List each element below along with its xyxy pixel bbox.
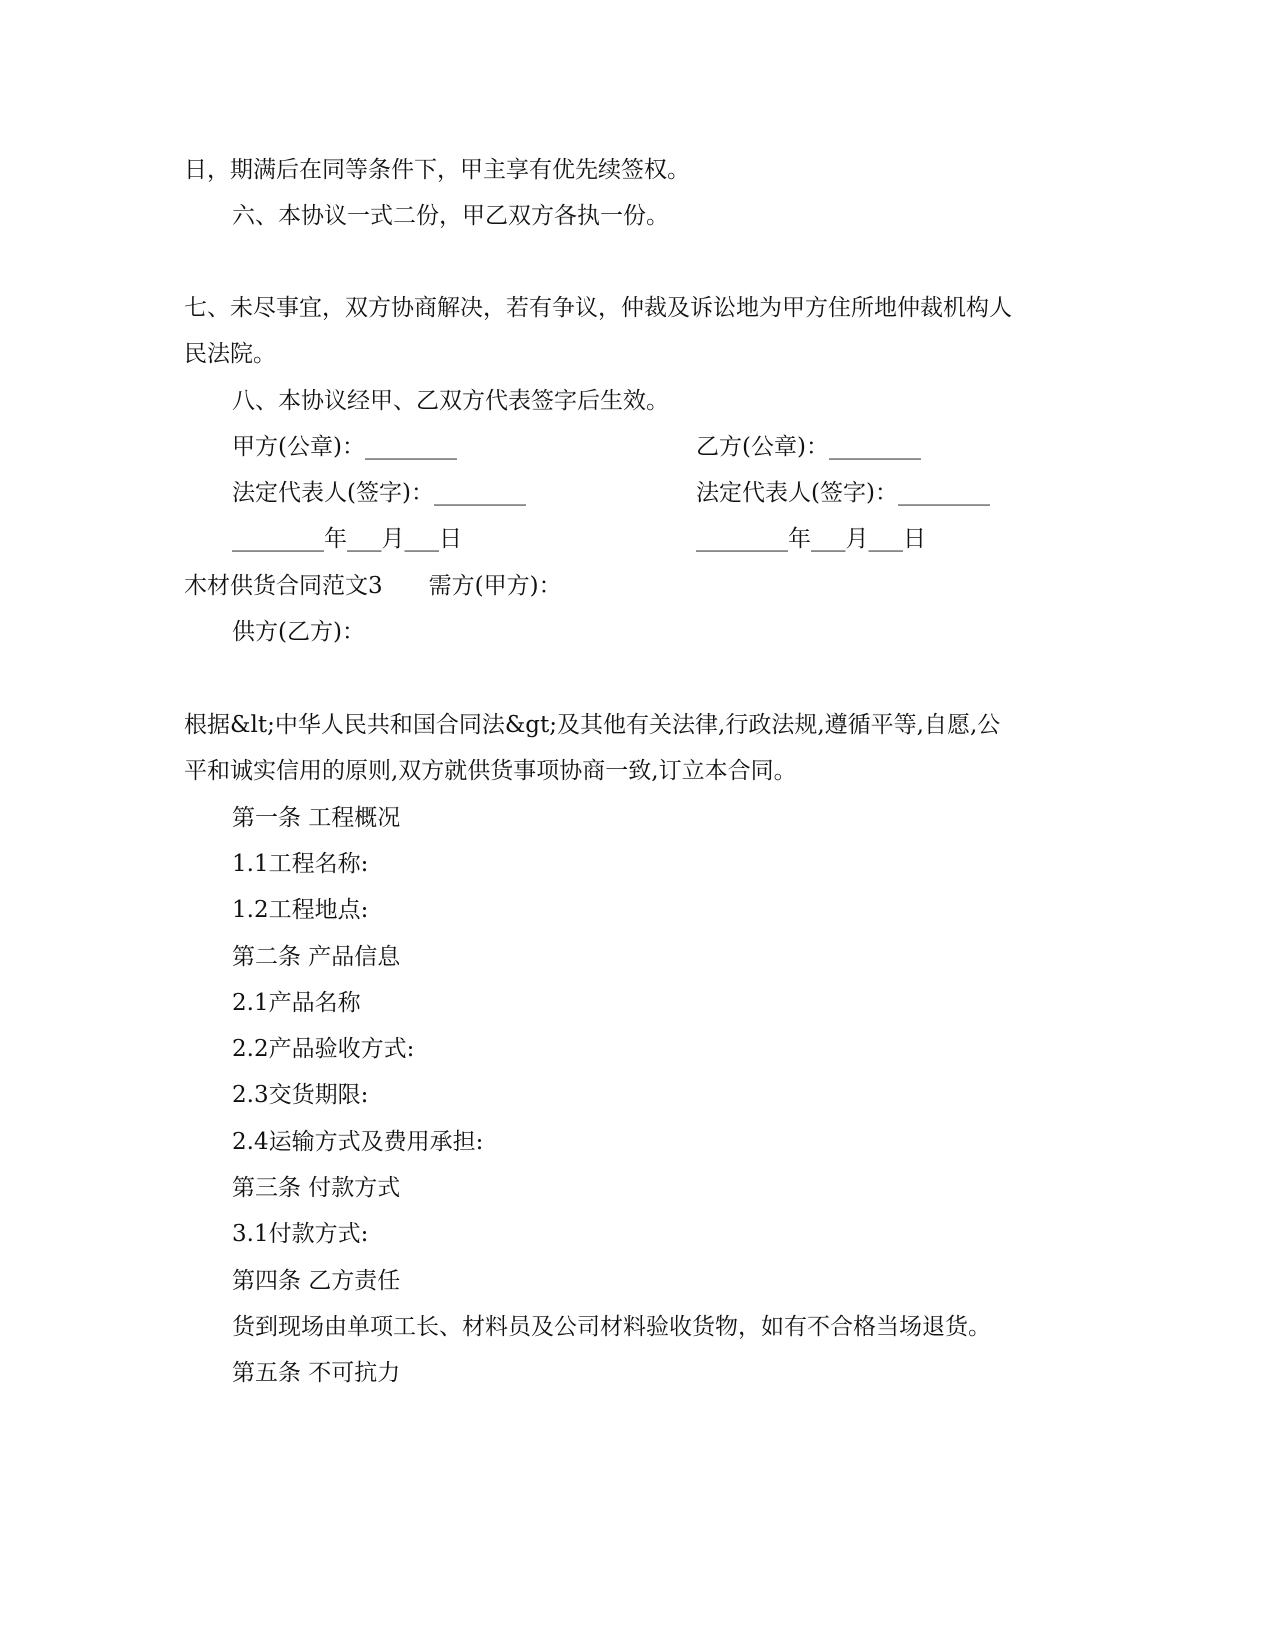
article-three-heading: 第三条 付款方式 <box>232 1175 401 1201</box>
intro-paragraph-line2: 平和诚实信用的原则,双方就供货事项协商一致,订立本合同。 <box>184 758 797 784</box>
article-2-1: 2.1产品名称 <box>232 990 361 1016</box>
buyer-label: 需方(甲方)： <box>428 573 562 599</box>
article-1-1: 1.1工程名称: <box>232 851 369 877</box>
section-heading-row <box>184 571 562 601</box>
article-3-1: 3.1付款方式: <box>232 1221 369 1247</box>
text-line-renewal: 日，期满后在同等条件下，甲主享有优先续签权。 <box>184 157 690 183</box>
article-four-text: 货到现场由单项工长、材料员及公司材料验收货物，如有不合格当场退货。 <box>232 1314 991 1340</box>
article-four-heading: 第四条 乙方责任 <box>232 1268 401 1294</box>
article-five-heading: 第五条 不可抗力 <box>232 1360 401 1386</box>
article-two-heading: 第二条 产品信息 <box>232 944 401 970</box>
clause-seven-continued: 民法院。 <box>184 341 276 367</box>
article-2-2: 2.2产品验收方式: <box>232 1036 415 1062</box>
section-title: 木材供货合同范文3 <box>184 573 383 599</box>
intro-paragraph-line1: 根据&lt;中华人民共和国合同法&gt;及其他有关法律,行政法规,遵循平等,自愿,公 <box>184 712 1001 738</box>
party-b-date: ________年___月___日 <box>696 526 926 552</box>
article-1-2: 1.2工程地点: <box>232 897 369 923</box>
party-b-representative: 法定代表人(签字)：________ <box>696 480 990 506</box>
party-a-seal: 甲方(公章)：________ <box>232 434 457 460</box>
party-b-seal: 乙方(公章)：________ <box>696 434 921 460</box>
article-2-3: 2.3交货期限: <box>232 1082 369 1108</box>
supplier-label: 供方(乙方)： <box>232 619 365 645</box>
party-a-representative: 法定代表人(签字)：________ <box>232 480 526 506</box>
article-one-heading: 第一条 工程概况 <box>232 805 401 831</box>
clause-seven: 七、未尽事宜，双方协商解决，若有争议，仲裁及诉讼地为甲方住所地仲裁机构人 <box>184 295 1012 321</box>
article-2-4: 2.4运输方式及费用承担: <box>232 1129 484 1155</box>
clause-eight: 八、本协议经甲、乙双方代表签字后生效。 <box>232 388 669 414</box>
party-a-date: ________年___月___日 <box>232 526 462 552</box>
clause-six: 六、本协议一式二份，甲乙双方各执一份。 <box>232 203 669 229</box>
